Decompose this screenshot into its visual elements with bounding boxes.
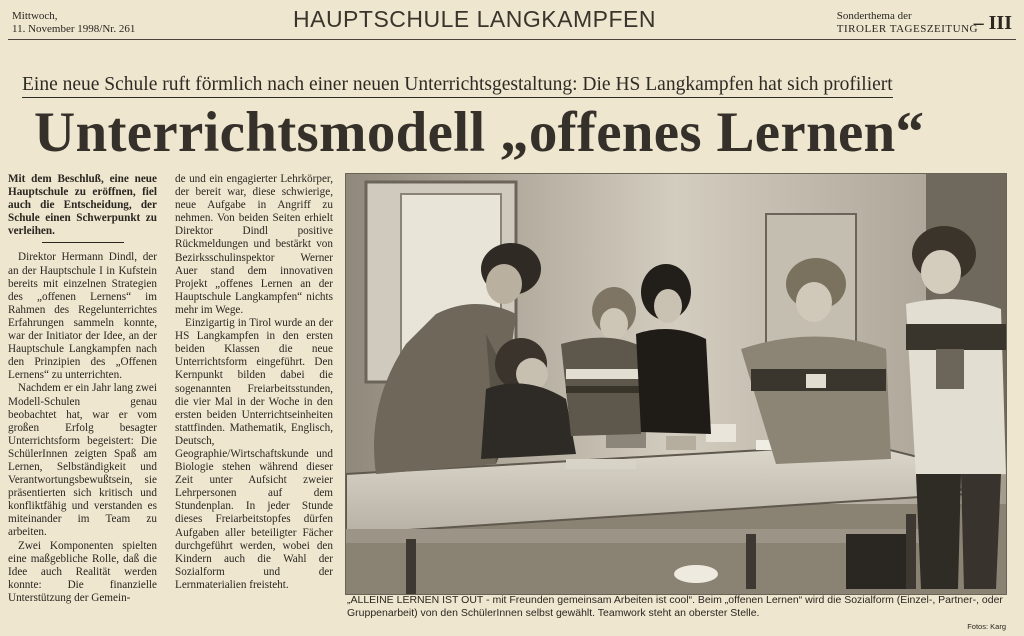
article-headline: Unterrichtsmodell „offenes Lernen“ <box>34 101 925 164</box>
section-title: HAUPTSCHULE LANGKAMPFEN <box>293 6 656 32</box>
paragraph: Nachdem er ein Jahr lang zwei Modell-Schulen genau beobachtet hat, war er vom großen Erfolg besagter Unterrichtsform begeistert: Die SchülerInnen zeigten Spaß am Lernen, Selbständigkeit und Verantwortungsbewußtsein, sie präsentierten sich kritisch und konfliktfähig und verstanden es miteinander im Team zu arbeiten. <box>8 382 157 539</box>
article-column-2 <box>175 173 333 592</box>
supplement-line2: TIROLER TAGESZEITUNG <box>836 23 978 35</box>
photo-caption: „ALLEINE LERNEN IST OUT - mit Freunden gemeinsam Arbeiten ist cool“. Beim „offenen Lernen“ wird die Sozialform (Einzel-, Partner-, oder Gruppenarbeit) von den SchülerInnen selbst gewählt. Teamwork steht an oberster Stelle. <box>347 594 1003 619</box>
classroom-photo <box>345 173 1007 595</box>
masthead-rule <box>8 39 1016 40</box>
article-column-1 <box>8 173 157 605</box>
supplement-line1: Sonderthema der <box>836 10 912 22</box>
photo-credit: Fotos: Karg <box>967 622 1006 631</box>
masthead-day: Mittwoch, <box>12 10 58 22</box>
paragraph: Einzigartig in Tirol wurde an der HS Langkampfen in den ersten beiden Klassen die neue Unterrichtsform eingeführt. Den Kernpunkt bilden dabei die sogenannten Freiarbeitsstunden, die vier Mal in der Woche in den ersten beiden Unterrichtseinheiten stattfinden. Mathematik, Englisch, Deutsch, Geographie/Wirtschaftskunde und Biologie stehen während dieser Zeit unter Aufsicht zweier Lehrpersonen auf dem Stundenplan. In jeder Stunde dieses Freiarbeitstopfes dürfen Aufgaben aller beteiligter Fächer durchgeführt werden, wobei den Kindern auch die Wahl der Sozialform und der Lernmaterialien freisteht. <box>175 317 333 591</box>
paragraph: Zwei Komponenten spielten eine maßgebliche Rolle, daß die Idee auch Realität werden konnte: Die finanzielle Unterstützung der Gemein- <box>8 539 157 604</box>
page-number: – III <box>973 12 1012 34</box>
masthead-supplement <box>837 10 978 36</box>
lead-separator <box>42 242 124 243</box>
masthead-issue: 11. November 1998/Nr. 261 <box>12 23 136 35</box>
paragraph: de und ein engagierter Lehrkörper, der bereit war, diese schwierige, neue Aufgabe in Angriff zu nehmen. Von beiden Seiten erhielt Direktor Dindl positive Rückmeldungen und bestärkt von Bezirksschulinspektor Werner Auer stand dem innovativen Projekt „offenes Lernen an der Hauptschule Langkampfen“ nichts mehr im Wege. <box>175 173 333 316</box>
article-lead: Mit dem Beschluß, eine neue Hauptschule zu eröffnen, fiel auch die Entscheidung, der Schule einen Schwerpunkt zu verleihen. <box>8 173 157 238</box>
article-kicker: Eine neue Schule ruft förmlich nach einer neuen Unterrichtsgestaltung: Die HS Langkampfen hat sich profiliert <box>22 74 893 98</box>
paragraph: Direktor Hermann Dindl, der an der Hauptschule I in Kufstein bereits mit einzelnen Strategien des „offenen Lernens“ im Rahmen des Regelunterrichtes Erfahrungen sammeln konnte, war der Initiator der Idee, an der Hauptschule Langkampfen nach den Prinzipien des „Offenen Lernens“ zu unterrichten. <box>8 251 157 382</box>
masthead-date <box>12 10 135 36</box>
